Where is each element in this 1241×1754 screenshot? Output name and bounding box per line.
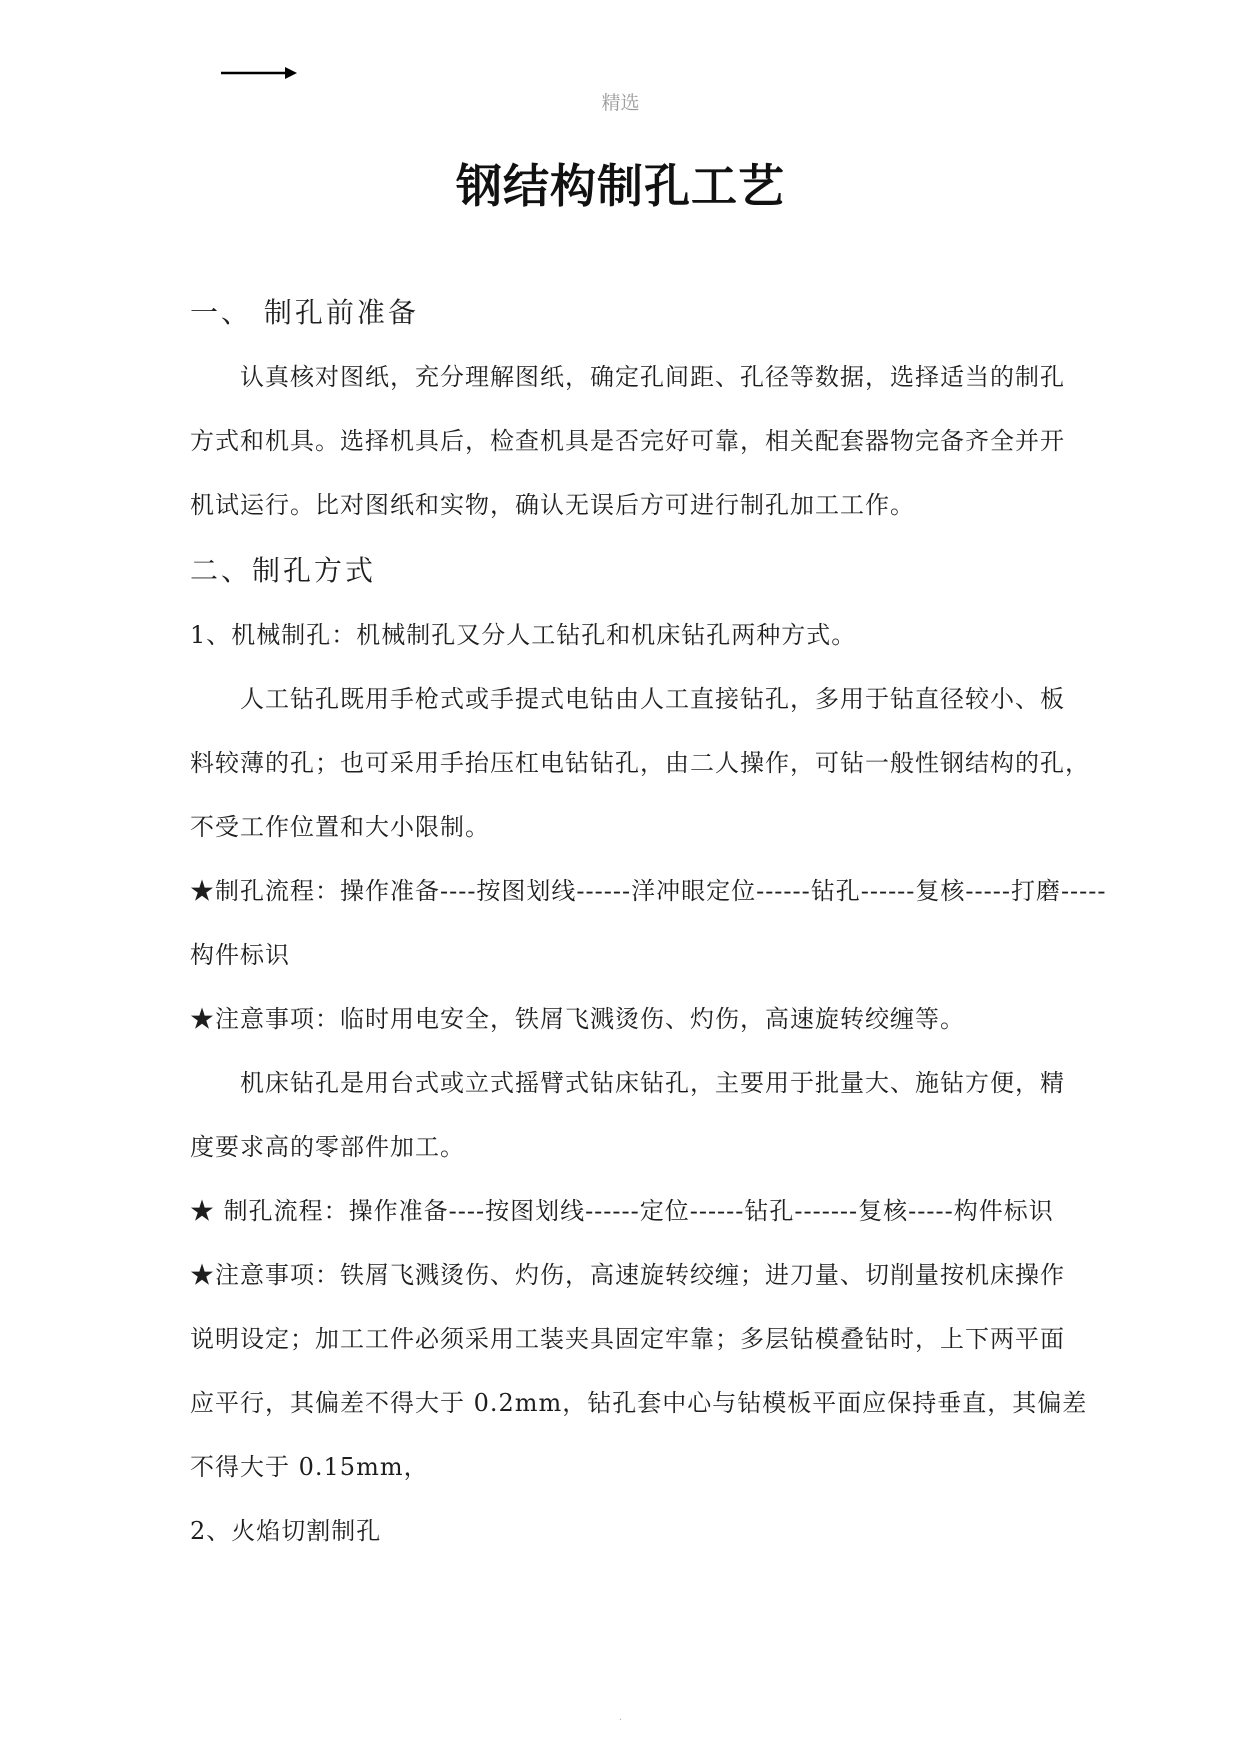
paragraph-line: 机床钻孔是用台式或立式摇臂式钻床钻孔，主要用于批量大、施钻方便，精 [240,1069,1065,1097]
caution-line: ★注意事项：临时用电安全，铁屑飞溅烫伤、灼伤，高速旋转绞缠等。 [190,1005,965,1033]
section-heading-preparation: 一、 制孔前准备 [190,296,419,329]
caution-line: ★注意事项：铁屑飞溅烫伤、灼伤，高速旋转绞缠；进刀量、切削量按机床操作 [190,1261,1065,1289]
section-heading-methods: 二、制孔方式 [190,554,377,587]
subsection-heading-mechanical: 1、机械制孔：机械制孔又分人工钻孔和机床钻孔两种方式。 [190,621,857,649]
subsection-heading-flame-cutting: 2、火焰切割制孔 [190,1517,382,1545]
paragraph-line: 人工钻孔既用手枪式或手提式电钻由人工直接钻孔，多用于钻直径较小、板 [240,685,1065,713]
process-flow-line: ★制孔流程：操作准备----按图划线------洋冲眼定位------钻孔------复核-----打磨----- [190,877,1107,905]
paragraph-line: 不受工作位置和大小限制。 [190,813,490,841]
paragraph-line: 料较薄的孔；也可采用手抬压杠电钻钻孔，由二人操作，可钻一般性钢结构的孔， [190,749,1090,777]
process-flow-line: ★ 制孔流程：操作准备----按图划线------定位------钻孔-------复核-----构件标识 [190,1197,1054,1225]
paragraph-line: 度要求高的零部件加工。 [190,1133,465,1161]
arrow-right-icon [221,66,297,80]
document-title: 钢结构制孔工艺 [456,159,785,213]
footer-mark: . [618,1712,623,1723]
header-mark: 精选 [601,92,640,114]
caution-line: 不得大于 0.15mm， [190,1453,429,1481]
caution-line: 说明设定；加工工件必须采用工装夹具固定牢靠；多层钻模叠钻时，上下两平面 [190,1325,1065,1353]
process-flow-line: 构件标识 [190,941,290,969]
paragraph-line: 方式和机具。选择机具后，检查机具是否完好可靠，相关配套器物完备齐全并开 [190,427,1065,455]
caution-line: 应平行，其偏差不得大于 0.2mm，钻孔套中心与钻模板平面应保持垂直，其偏差 [190,1389,1088,1417]
paragraph-line: 认真核对图纸，充分理解图纸，确定孔间距、孔径等数据，选择适当的制孔 [240,363,1065,391]
paragraph-line: 机试运行。比对图纸和实物，确认无误后方可进行制孔加工工作。 [190,491,915,519]
